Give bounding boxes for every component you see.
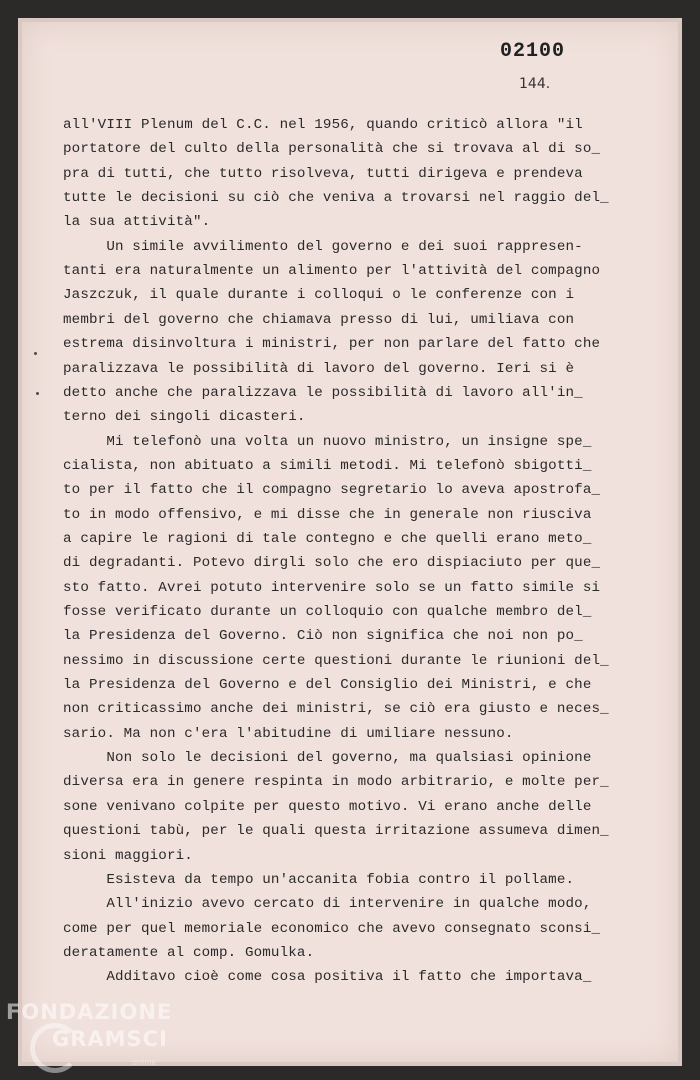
watermark-line2: GRAMSCI bbox=[52, 1027, 168, 1051]
text-line: pra di tutti, che tutto risolveva, tutti dirigeva e prendeva bbox=[63, 165, 583, 182]
text-line: Non solo le decisioni del governo, ma qualsiasi opinione bbox=[63, 750, 592, 767]
text-line: tanti era naturalmente un alimento per l'attività del compagno bbox=[63, 263, 601, 280]
text-line: detto anche che paralizzava le possibilità di lavoro all'in_ bbox=[63, 384, 583, 401]
text-line: fosse verificato durante un colloquio con qualche membro del_ bbox=[63, 604, 592, 620]
watermark bbox=[6, 1002, 172, 1050]
text-line: sone venivano colpite per questo motivo. Vi erano anche delle bbox=[63, 798, 592, 815]
text-line: questioni tabù, per le quali questa irritazione assumeva dimen_ bbox=[63, 823, 609, 840]
text-line: terno dei singoli dicasteri. bbox=[63, 409, 306, 426]
page-number: 144. bbox=[519, 76, 551, 92]
text-line: la sua attività". bbox=[63, 214, 211, 231]
text-line: portatore del culto della personalità che si trovava al di so_ bbox=[63, 141, 601, 158]
text-line: sto fatto. Avrei potuto intervenire solo se un fatto simile si bbox=[63, 579, 601, 596]
text-line: Un simile avvilimento del governo e dei suoi rappresen- bbox=[63, 238, 583, 255]
watermark-line1: FONDAZIONE bbox=[6, 1000, 173, 1024]
watermark-online: online bbox=[132, 1058, 157, 1067]
text-line: la Presidenza del Governo e del Consiglio dei Ministri, e che bbox=[63, 677, 592, 694]
text-line: Jaszczuk, il quale durante i colloqui o le conferenze con i bbox=[63, 287, 575, 304]
text-line: to in modo offensivo, e mi disse che in generale non riusciva bbox=[63, 506, 592, 523]
text-line: tutte le decisioni su ciò che veniva a trovarsi nel raggio del_ bbox=[63, 190, 609, 207]
text-line: cialista, non abituato a simili metodi. Mi telefonò sbigotti_ bbox=[63, 457, 592, 474]
margin-mark bbox=[36, 392, 39, 395]
text-line: Additavo cioè come cosa positiva il fatto che importava_ bbox=[63, 969, 592, 986]
text-line: di degradanti. Potevo dirgli solo che ero dispiaciuto per que_ bbox=[63, 555, 601, 572]
text-line: sioni maggiori. bbox=[63, 847, 193, 864]
text-line: all'VIII Plenum del C.C. nel 1956, quando criticò allora "il bbox=[63, 117, 583, 133]
text-line: Mi telefonò una volta un nuovo ministro, un insigne spe_ bbox=[63, 433, 592, 450]
text-line: come per quel memoriale economico che avevo consegnato sconsi_ bbox=[63, 920, 601, 937]
text-line: la Presidenza del Governo. Ciò non significa che noi non po_ bbox=[63, 628, 583, 645]
text-line: sario. Ma non c'era l'abitudine di umiliare nessuno. bbox=[63, 725, 514, 742]
text-line: estrema disinvoltura i ministri, per non parlare del fatto che bbox=[63, 336, 601, 353]
document-number: 02100 bbox=[500, 40, 566, 63]
text-line: a capire le ragioni di tale contegno e che quelli erano meto_ bbox=[63, 530, 592, 547]
margin-mark bbox=[34, 352, 37, 355]
text-line: to per il fatto che il compagno segretario lo aveva apostrofa_ bbox=[63, 482, 601, 499]
text-line: paralizzava le possibilità di lavoro del governo. Ieri si è bbox=[63, 360, 575, 377]
text-line: deratamente al comp. Gomulka. bbox=[63, 944, 315, 961]
text-line: diversa era in genere respinta in modo arbitrario, e molte per_ bbox=[63, 774, 609, 791]
text-line: Esisteva da tempo un'accanita fobia contro il pollame. bbox=[63, 871, 575, 888]
text-line: membri del governo che chiamava presso di lui, umiliava con bbox=[63, 311, 575, 328]
text-line: nessimo in discussione certe questioni durante le riunioni del_ bbox=[63, 652, 609, 669]
text-line: All'inizio avevo cercato di intervenire in qualche modo, bbox=[63, 896, 592, 913]
text-line: non criticassimo anche dei ministri, se ciò era giusto e neces_ bbox=[63, 701, 609, 718]
